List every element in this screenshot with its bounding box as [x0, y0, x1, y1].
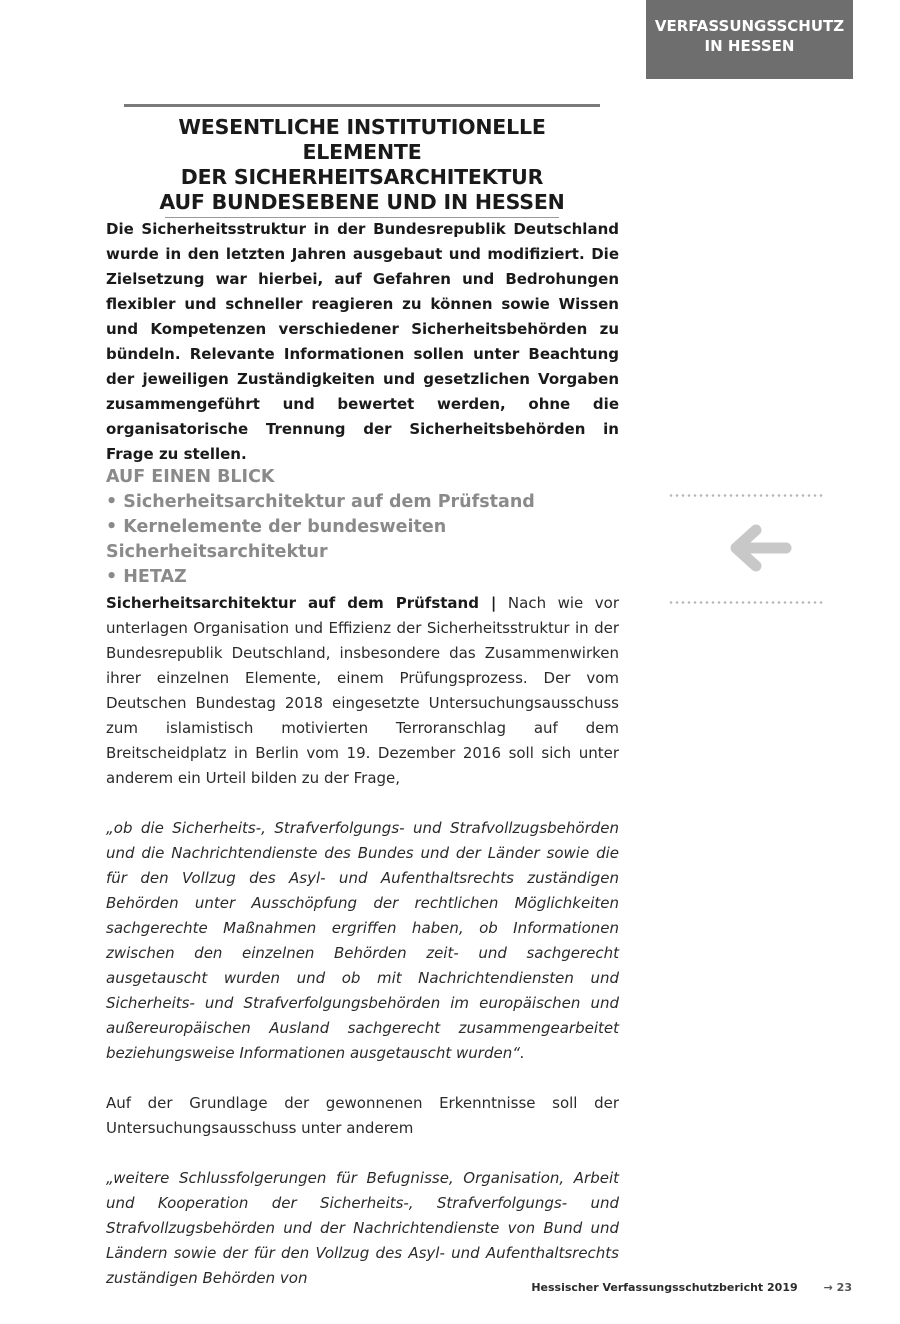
page-title-line2: DER SICHERHEITSARCHITEKTUR: [180, 165, 544, 189]
at-a-glance: [106, 465, 619, 590]
footer-report-title: Hessischer Verfassungsschutzbericht 2019: [531, 1281, 798, 1294]
page-title: [124, 115, 600, 215]
list-item: • Sicherheitsarchitektur auf dem Prüfstand: [106, 490, 619, 515]
section-lead: Sicherheitsarchitektur auf dem Prüfstand |: [106, 594, 497, 612]
intro-paragraph: Die Sicherheitsstruktur in der Bundesrepublik Deutschland wurde in den letzten Jahren ausgebaut und modifiziert. Die Zielsetzung war hierbei, auf Gefahren und Bedrohungen flexibler und schneller reagieren zu können sowie Wissen und Kompetenzen verschiedener Sicherheitsbehörden zu bündeln. Relevante Informationen sollen unter Beachtung der jeweiligen Zuständigkeiten und gesetzlichen Vorgaben zusammengeführt und bewertet werden, ohne die organisatorische Trennung der Sicherheitsbehörden in Frage zu stellen.: [106, 220, 619, 463]
body-text: [106, 591, 619, 1316]
header-tab: [646, 0, 853, 79]
at-a-glance-list: [106, 490, 619, 590]
at-a-glance-heading: AUF EINEN BLICK: [106, 467, 275, 487]
list-item: • Kernelemente der bundesweiten Sicherheitsarchitektur: [106, 515, 619, 565]
arrow-left-icon: [724, 520, 794, 576]
header-tab-line1: VERFASSUNGSSCHUTZ: [654, 16, 845, 35]
page-footer: [531, 1281, 852, 1294]
dotted-divider-bottom: [668, 601, 824, 604]
dotted-divider-top: [668, 494, 824, 497]
quote-2: [106, 1166, 619, 1291]
body-paragraph-1: [106, 591, 619, 791]
page-title-line1: WESENTLICHE INSTITUTIONELLE ELEMENTE: [178, 115, 546, 164]
body-paragraph-2: Auf der Grundlage der gewonnenen Erkenntnisse soll der Untersuchungsausschuss unter anderem: [106, 1094, 619, 1137]
title-top-rule: [124, 104, 600, 107]
page-title-line3: AUF BUNDESEBENE UND IN HESSEN: [159, 190, 565, 214]
body-paragraph-1-text: Nach wie vor unterlagen Organisation und Effizienz der Sicherheitsstruktur in der Bundesrepublik Deutschland, insbesondere das Zusammenwirken ihrer einzelnen Elemente, einem Prüfungsprozess. Der vom Deutschen Bundestag 2018 eingesetzte Untersuchungsausschuss zum islamistisch motivierten Terroranschlag auf dem Breitscheidplatz in Berlin vom 19. Dezember 2016 soll sich unter anderem ein Urteil bilden zu der Frage,: [106, 594, 620, 787]
header-tab-line2: IN HESSEN: [704, 36, 795, 55]
page-number: → 23: [823, 1281, 852, 1294]
list-item: • HETAZ: [106, 565, 619, 590]
quote-2-text: „weitere Schlussfolgerungen für Befugnisse, Organisation, Arbeit und Kooperation der Sicherheits-, Strafverfolgungs- und Strafvollzugsbehörden und der Nachrichtendienste von Bund und Ländern sowie der für den Vollzug des Asyl- und Aufenthaltsrechts zuständigen Behörden von: [106, 1169, 619, 1287]
quote-1: [106, 816, 619, 1066]
quote-1-text: „ob die Sicherheits-, Strafverfolgungs- und Strafvollzugsbehörden und die Nachrichtendienste des Bundes und der Länder sowie die für den Vollzug des Asyl- und Aufenthaltsrechts zuständigen Behörden unter Ausschöpfung der rechtlichen Möglichkeiten sachgerechte Maßnahmen ergriffen haben, ob Informationen zwischen den einzelnen Behörden zeit- und sachgerecht ausgetauscht wurden und ob mit Nachrichtendiensten und Sicherheits- und Strafverfolgungsbehörden im europäischen und außereuropäischen Ausland sachgerecht zusammengearbeitet beziehungsweise Informationen ausgetauscht wurden“.: [106, 819, 619, 1062]
page-title-block: [124, 104, 600, 218]
